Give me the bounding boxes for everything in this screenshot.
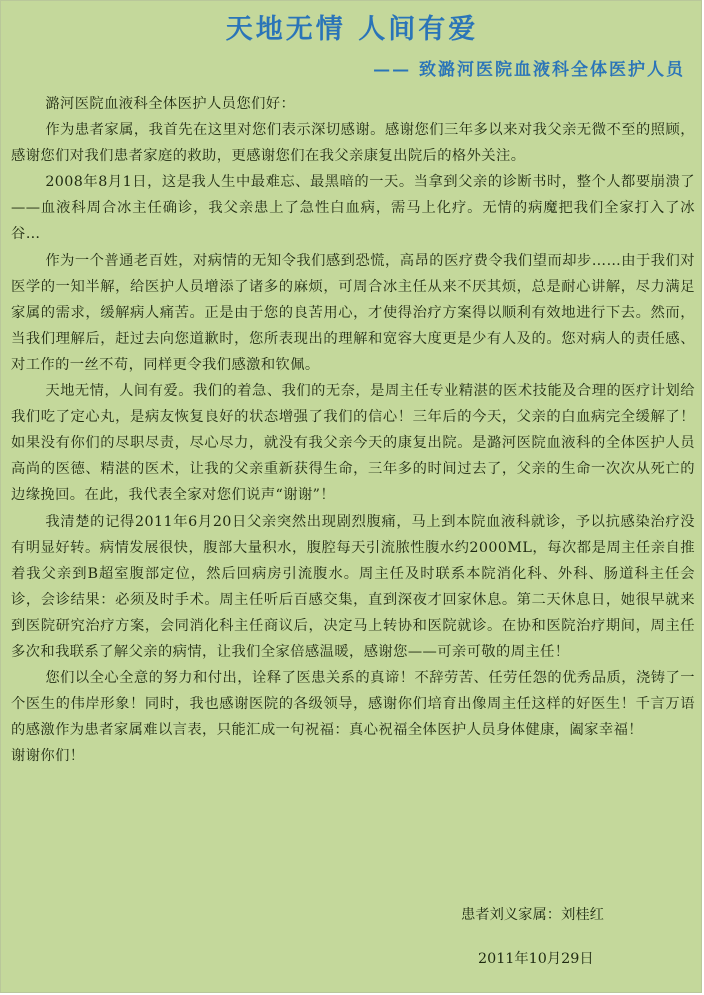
letter-paragraph: 天地无情，人间有爱。我们的着急、我们的无奈，是周主任专业精湛的医术技能及合理的医疗计划给我们吃了定心丸，是病友恢复良好的状态增强了我们的信心！三年后的今天，父亲的白血病完全缓解了！如果没有你们的尽职尽责，尽心尽力，就没有我父亲今天的康复出院。是潞河医院血液科的全体医护人员高尚的医德、精湛的医术，让我的父亲重新获得生命，三年多的时间过去了，父亲的生命一次次从死亡的边缘挽回。在此，我代表全家对您们说声“谢谢”！	[11, 383, 695, 504]
letter-signature: 患者刘义家属：刘桂红	[461, 907, 604, 923]
letter-paragraph: 您们以全心全意的努力和付出，诠释了医患关系的真谛！不辞劳苦、任劳任怨的优秀品质，浇铸了一个医生的伟岸形象！同时，我也感谢医院的各级领导，感谢你们培育出像周主任这样的好医生！千言万语的感激作为患者家属难以言表，只能汇成一句祝福：真心祝福全体医护人员身体健康，阖家幸福！	[11, 670, 695, 739]
letter-subtitle: —— 致潞河医院血液科全体医护人员	[373, 60, 685, 80]
letter-paragraph: 2008年8月1日，这是我人生中最难忘、最黑暗的一天。当拿到父亲的诊断书时，整个人都要崩溃了——血液科周合冰主任确诊，我父亲患上了急性白血病，需马上化疗。无情的病魔把我们全家打入了冰谷…	[11, 174, 695, 243]
letter-date: 2011年10月29日	[478, 951, 594, 967]
letter-closing: 谢谢你们！	[11, 748, 85, 765]
letter-paragraph: 我清楚的记得2011年6月20日父亲突然出现剧烈腹痛，马上到本院血液科就诊，予以抗感染治疗没有明显好转。病情发展很快，腹部大量积水，腹腔每天引流脓性腹水约2000ML，每次都是周主任亲自推着我父亲到B超室腹部定位，然后回病房引流腹水。周主任及时联系本院消化科、外科、肠道科主任会诊，会诊结果：必须及时手术。周主任听后百感交集，直到深夜才回家休息。第二天休息日，她很早就来到医院研究治疗方案，会同消化科主任商议后，决定马上转协和医院就诊。在协和医院治疗期间，周主任多次和我联系了解父亲的病情，让我们全家倍感温暖，感谢您——可亲可敬的周主任！	[11, 513, 695, 660]
letter-title: 天地无情 人间有爱	[225, 14, 479, 45]
letter-paragraph: 作为患者家属，我首先在这里对您们表示深切感谢。感谢您们三年多以来对我父亲无微不至的照顾，感谢您们对我们患者家庭的救助，更感谢您们在我父亲康复出院后的格外关注。	[11, 122, 695, 165]
letter-body	[11, 91, 695, 769]
letter-greeting: 潞河医院血液科全体医护人员您们好：	[45, 96, 296, 112]
letter-paragraph: 作为一个普通老百姓，对病情的无知令我们感到恐慌，高昂的医疗费令我们望而却步……由于我们对医学的一知半解，给医护人员增添了诸多的麻烦，可周合冰主任从来不厌其烦，总是耐心讲解，尽力满足家属的需求，缓解病人痛苦。正是由于您的良苦用心，才使得治疗方案得以顺利有效地进行下去。然而，当我们理解后，赶过去向您道歉时，您所表现出的理解和宽容大度更是少有人及的。您对病人的责任感、对工作的一丝不苟，同样更令我们感激和钦佩。	[11, 252, 695, 373]
